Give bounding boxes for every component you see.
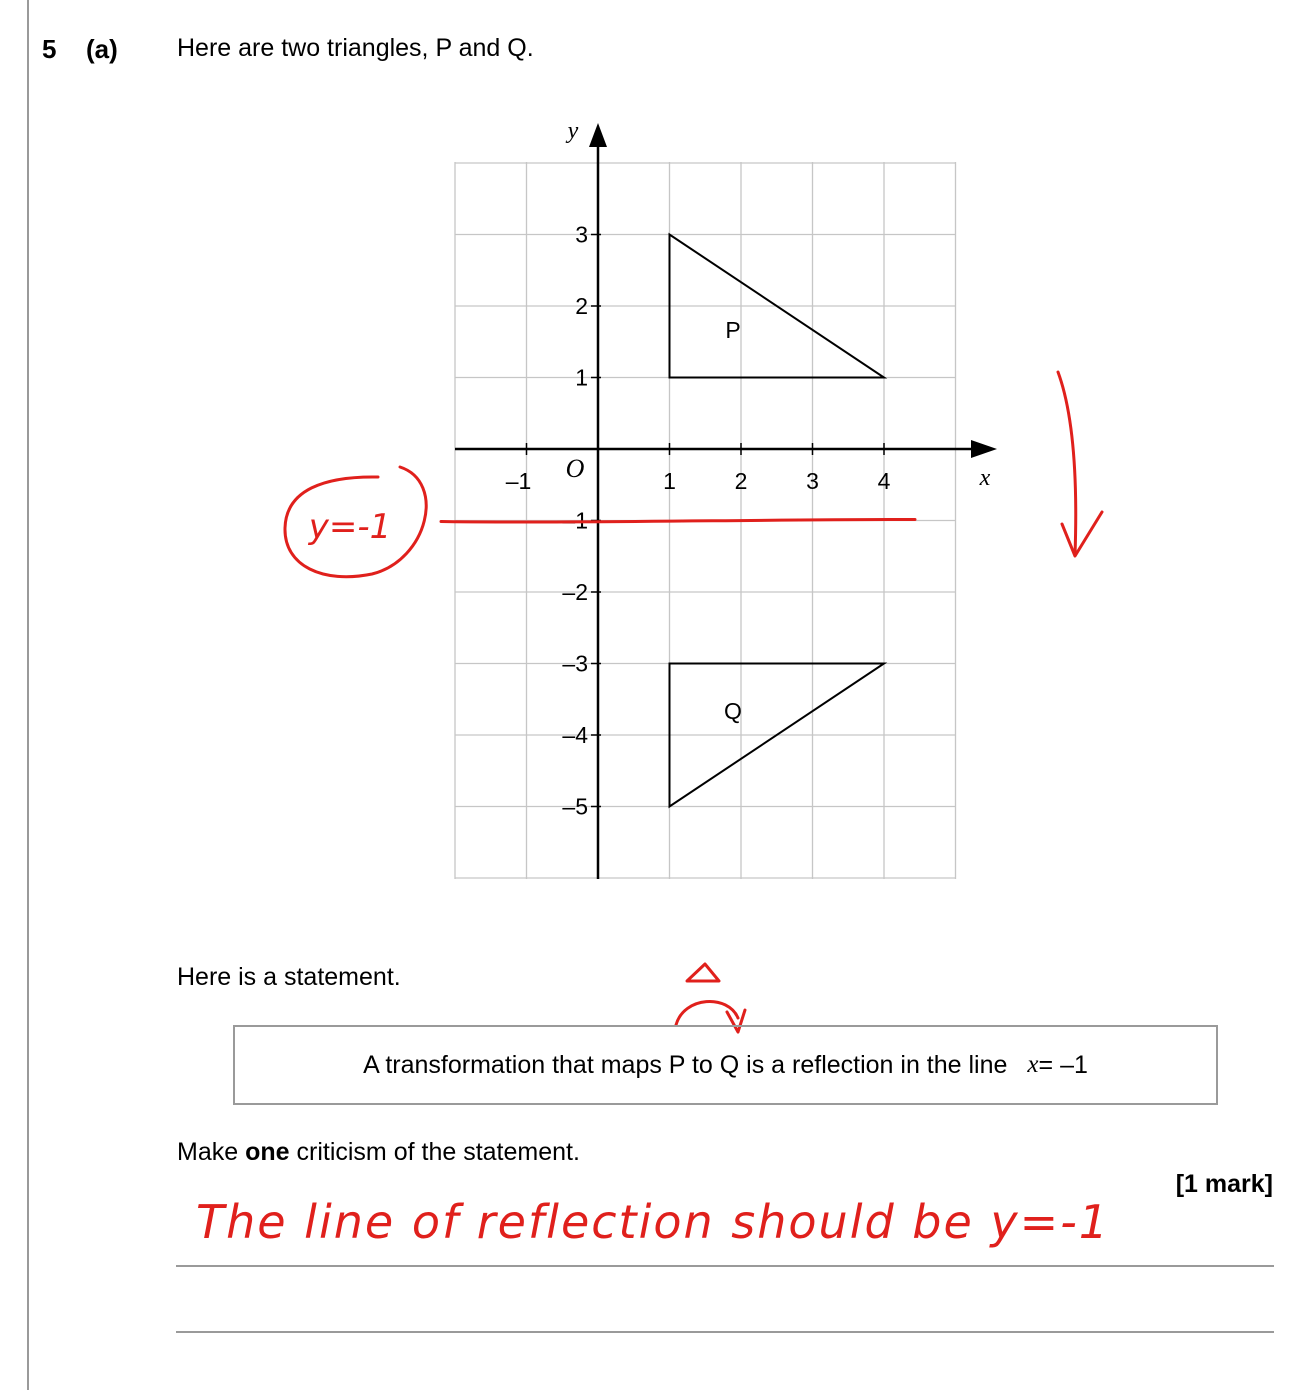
y-tick-label: 2 [575,293,588,319]
instruction-post: criticism of the statement. [289,1138,580,1166]
instruction-pre: Make [177,1138,246,1166]
statement-intro: Here is a statement. [177,963,401,991]
triangle-p-label: P [725,316,741,343]
y-axis-label: y [567,118,579,144]
down-arrow-icon [1062,512,1102,556]
statement-equation-rhs: = –1 [1038,1050,1088,1079]
x-tick-label: 1 [663,468,676,494]
statement-equation-lhs: x [1027,1051,1039,1078]
insert-caret-icon [687,964,719,981]
x-tick-label: 3 [806,468,819,494]
down-arrow-shaft [1058,372,1076,555]
answer-line-1[interactable] [176,1265,1274,1267]
axes [455,123,997,879]
x-tick-label: 2 [734,468,748,494]
answer-line-2[interactable] [176,1331,1274,1333]
x-axis-arrow [971,440,997,458]
x-tick-label: 4 [877,468,891,494]
handwritten-answer: The line of reflection should be y=-1 [196,1195,1111,1249]
y-tick-label: 1 [575,364,588,391]
question-part: (a) [86,34,118,64]
y-tick-label: –5 [562,793,588,820]
x-tick-label: –1 [505,468,532,494]
instruction [177,1138,580,1167]
y-tick-label: 3 [575,221,588,248]
y-tick-label: –4 [562,722,588,748]
y-tick-label: –2 [562,579,588,605]
y-tick-label: –1 [562,507,588,534]
origin-label: O [565,454,585,483]
x-axis-label: x [979,465,991,491]
y-tick-label: –3 [562,650,588,677]
statement-text: A transformation that maps P to Q is a reflection in the line [363,1050,1008,1079]
question-number: 5 [42,34,57,64]
marks-label: [1 mark] [1175,1170,1273,1198]
circled-equation: y=-1 [308,507,392,547]
y-axis-arrow [589,123,607,147]
triangle-q-label: Q [724,698,742,725]
instruction-bold: one [245,1138,290,1166]
statement-box [233,1025,1218,1105]
question-intro: Here are two triangles, P and Q. [177,34,534,62]
tick-marks [506,118,991,820]
